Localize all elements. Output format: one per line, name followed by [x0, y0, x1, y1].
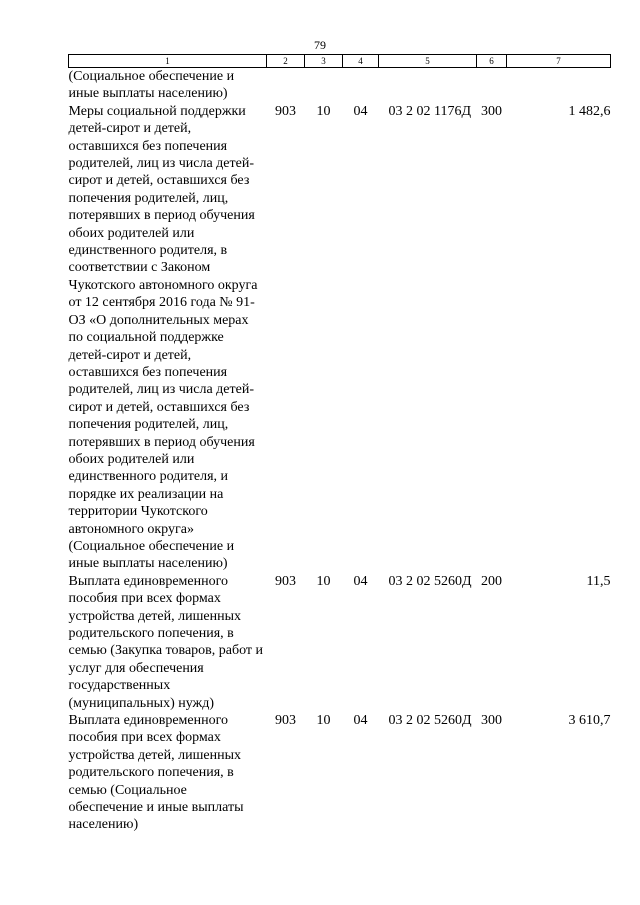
row-target-article: 03 2 02 5260Д [388, 573, 472, 589]
column-number-2: 2 [267, 55, 305, 68]
row-ministry: 903 [275, 103, 296, 119]
row-expense-type: 300 [481, 103, 502, 119]
row-section: 10 [316, 103, 331, 119]
column-number-row [69, 55, 611, 68]
budget-table [68, 54, 611, 834]
column-number-5: 5 [379, 55, 477, 68]
row-subsection: 04 [353, 103, 368, 119]
column-number-6: 6 [477, 55, 507, 68]
row-amount: 1 482,6 [568, 103, 611, 119]
row-expense-type: 200 [481, 573, 502, 589]
row-description: Меры социальной поддержки детей-сирот и детей, оставшихся без попечения родителей, лиц из числа детей-сирот и детей, оставшихся без попечения родителей, лиц, потерявших в период обучения обоих родителей или единственного родителя, в соответствии с Законом Чукотского автономного округа от 12 сентября 2016 года № 91-ОЗ «О дополнительных мерах по социальной поддержке детей-сирот и детей, оставшихся без попечения родителей, лиц из числа детей-сирот и детей, оставшихся без попечения родителей, лиц, потерявших в период обучения обоих родителей или единственного родителя, и порядке их реализации на территории Чукотского автономного округа» (Социальное обеспечение и иные выплаты населению) [68, 103, 258, 572]
row-amount: 3 610,7 [568, 713, 611, 729]
continuation-row [69, 68, 611, 103]
row-subsection: 04 [353, 713, 368, 729]
table-row [69, 573, 611, 712]
column-number-7: 7 [507, 55, 611, 68]
row-ministry: 903 [275, 713, 296, 729]
row-subsection: 04 [353, 573, 368, 589]
row-ministry: 903 [275, 573, 296, 589]
row-expense-type: 300 [481, 713, 502, 729]
row-target-article: 03 2 02 5260Д [388, 713, 472, 729]
column-number-4: 4 [343, 55, 379, 68]
table-row [69, 712, 611, 834]
row-section: 10 [316, 573, 331, 589]
table-row [69, 103, 611, 573]
row-target-article: 03 2 02 1176Д [388, 103, 472, 119]
column-number-3: 3 [305, 55, 343, 68]
row-amount: 11,5 [586, 573, 611, 589]
row-section: 10 [316, 713, 331, 729]
page-number: 79 [314, 38, 326, 52]
row-description: Выплата единовременного пособия при всех формах устройства детей, лишенных родительского попечения, в семью (Социальное обеспечение и иные выплаты населению) [68, 713, 244, 833]
column-number-1: 1 [69, 55, 267, 68]
continuation-text: (Социальное обеспечение и иные выплаты населению) [68, 69, 235, 102]
row-description: Выплата единовременного пособия при всех формах устройства детей, лишенных родительского попечения, в семью (Закупка товаров, работ и услуг для обеспечения государственных (муниципальных) нужд) [68, 573, 264, 711]
